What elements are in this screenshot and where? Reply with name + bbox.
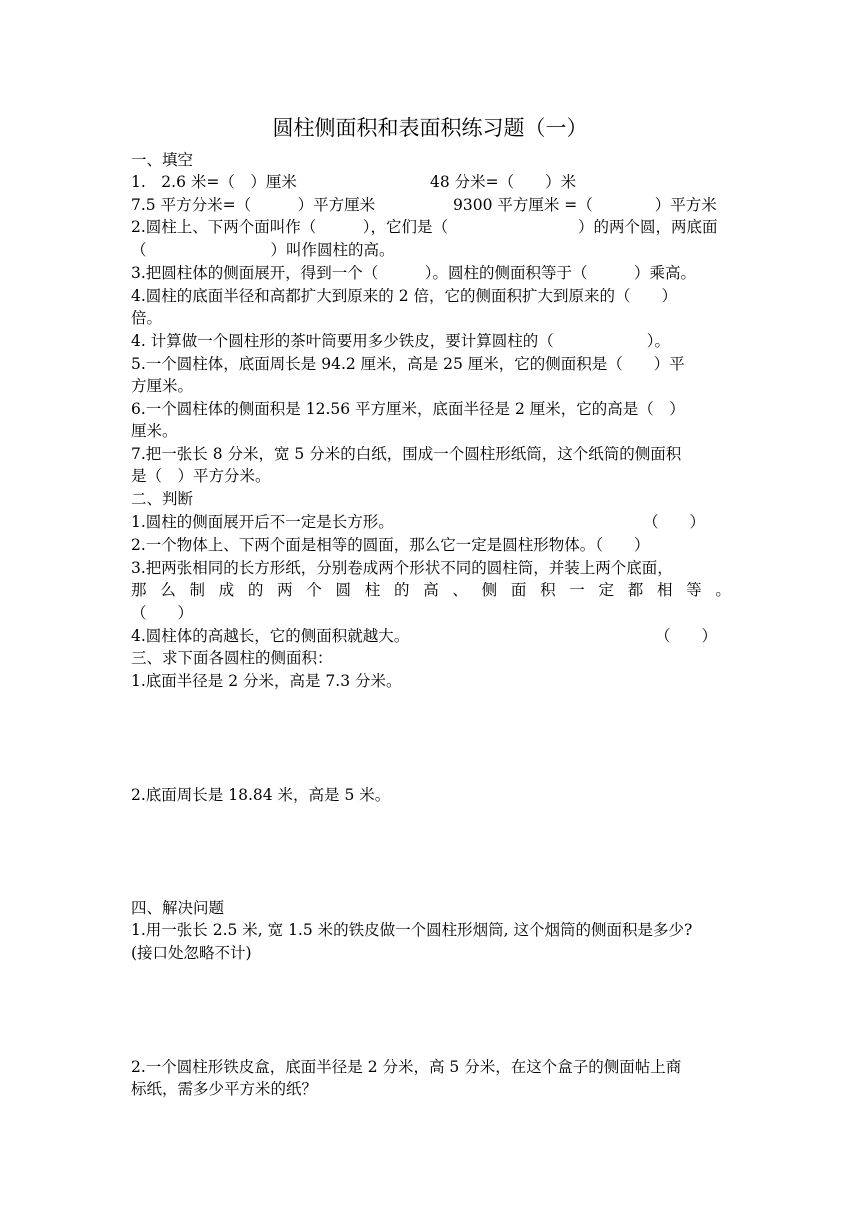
judge-3-line-2 [131, 579, 731, 601]
judge-3-line-2-char: 相 [656, 581, 673, 599]
question-2-line-2: （ ）叫作圆柱的高。 [131, 241, 395, 259]
question-7-line-1: 7.把一张长 8 分米，宽 5 分米的白纸，围成一个圆柱形纸筒，这个纸筒的侧面积 [131, 445, 682, 463]
calc-2: 2.底面周长是 18.84 米，高是 5 米。 [131, 786, 391, 804]
judge-3-line-2-char: 圆 [335, 581, 352, 599]
judge-1-paren: （ ） [643, 513, 706, 531]
judge-3-line-2-char: 么 [160, 581, 176, 599]
question-6-line-2: 厘米。 [131, 422, 178, 440]
question-2-line-1b: ）的两个圆，两底面 [578, 218, 718, 236]
question-1d: 9300 平方厘米 =（ ）平方米 [453, 196, 717, 214]
question-2-line-1a: 2.圆柱上、下两个面叫作（ ），它们是（ [131, 218, 449, 236]
judge-2: 2.一个物体上、下两个面是相等的圆面，那么它一定是圆柱形物体。（ ） [131, 536, 650, 554]
judge-3-line-2-char: 制 [189, 581, 205, 599]
judge-3-line-2-char: 、 [452, 581, 468, 599]
judge-3-line-2-char: 的 [247, 581, 264, 599]
judge-3-line-2-char: 一 [569, 581, 585, 599]
section-heading-fill-in: 一、填空 [131, 151, 194, 169]
judge-3-line-2-char: 定 [598, 581, 615, 599]
judge-4: 4.圆柱体的高越长，它的侧面积就越大。 [131, 627, 410, 645]
judge-3-line-2-char: 成 [218, 581, 235, 599]
problem-1-line-2: (接口处忽略不计) [131, 944, 252, 962]
judge-3-line-2-char: 等 [686, 581, 702, 599]
judge-3-line-2-char: 的 [393, 581, 410, 599]
judge-1: 1.圆柱的侧面展开后不一定是长方形。 [131, 513, 394, 531]
question-1b: 48 分米=（ ）米 [430, 173, 577, 191]
judge-3-line-2-char: 都 [627, 581, 644, 599]
judge-3-line-2-char: 个 [306, 581, 322, 599]
judge-3-line-2-char: 高 [423, 581, 439, 599]
question-7-line-2: 是（ ）平方分米。 [131, 467, 271, 485]
problem-2-line-2: 标纸，需多少平方米的纸？ [131, 1080, 318, 1098]
judge-3-line-2-char: 侧 [481, 581, 498, 599]
judge-3-line-2-char: 面 [510, 581, 527, 599]
judge-4-paren: （ ） [655, 627, 718, 645]
page-title: 圆柱侧面积和表面积练习题（一） [272, 116, 588, 140]
question-6-line-1: 6.一个圆柱体的侧面积是 12.56 平方厘米，底面半径是 2 厘米，它的高是（ ） [131, 400, 685, 418]
section-heading-judge: 二、判断 [131, 490, 194, 508]
question-4-line-2: 倍。 [131, 309, 163, 327]
problem-1-line-1: 1.用一张长 2.5 米, 宽 1.5 米的铁皮做一个圆柱形烟筒, 这个烟筒的侧面积是多少? [131, 921, 693, 939]
question-1c: 7.5 平方分米=（ ）平方厘米 [131, 196, 376, 214]
problem-2-line-1: 2.一个圆柱形铁皮盒，底面半径是 2 分米，高 5 分米，在这个盒子的侧面帖上商 [131, 1058, 682, 1076]
judge-3-line-2-char: 两 [277, 581, 293, 599]
question-4b: 4. 计算做一个圆柱形的茶叶筒要用多少铁皮，要计算圆柱的（ ）。 [131, 332, 670, 350]
judge-3-line-2-char: 那 [131, 581, 147, 599]
judge-3-line-2-char: 。 [715, 581, 731, 599]
judge-3-line-2-char: 积 [540, 581, 556, 599]
question-5-line-2: 方厘米。 [131, 377, 194, 395]
question-3: 3.把圆柱体的侧面展开，得到一个（ ）。圆柱的侧面积等于（ ）乘高。 [131, 264, 697, 282]
calc-1: 1.底面半径是 2 分米，高是 7.3 分米。 [131, 672, 402, 690]
question-4-line-1: 4.圆柱的底面半径和高都扩大到原来的 2 倍，它的侧面积扩大到原来的（ ） [131, 287, 678, 305]
section-heading-problems: 四、解决问题 [131, 899, 225, 917]
section-heading-lateral-area: 三、求下面各圆柱的侧面积： [131, 649, 333, 667]
question-5-line-1: 5.一个圆柱体，底面周长是 94.2 厘米，高是 25 厘米，它的侧面积是（ ）平 [131, 355, 685, 373]
question-1a: 1. 2.6 米=（ ）厘米 [131, 173, 297, 191]
judge-3-line-1: 3.把两张相同的长方形纸，分别卷成两个形状不同的圆柱筒，并装上两个底面， [131, 559, 673, 577]
judge-3-line-3: （ ） [131, 604, 194, 622]
judge-3-line-2-char: 柱 [364, 581, 381, 599]
